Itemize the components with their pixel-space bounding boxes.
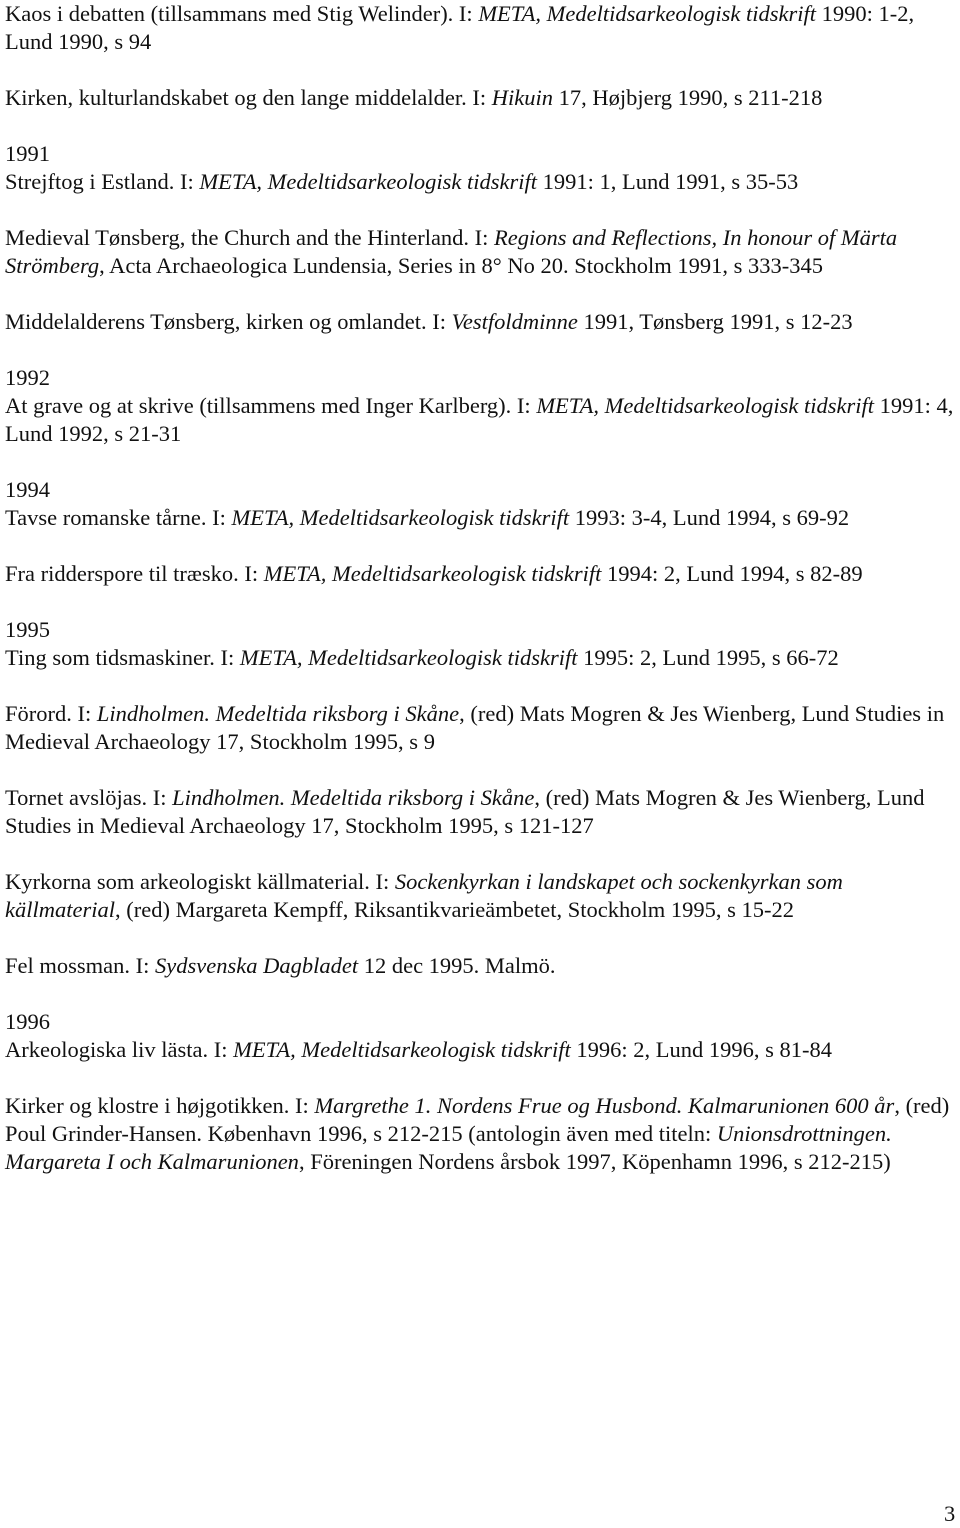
citation-segment: Tornet avslöjas. I: <box>5 785 173 810</box>
bibliography-entry <box>5 1092 957 1176</box>
citation-text <box>5 1036 957 1064</box>
citation-source-title: META, Medeltidsarkeologisk tidskrift <box>199 169 538 194</box>
year-heading: 1991 <box>5 141 50 166</box>
bibliography-entry <box>5 476 957 532</box>
citation-source-title: Regions and Reflections, In honour of Märta Strömberg <box>5 225 898 278</box>
citation-source-title: META, Medeltidsarkeologisk tidskrift <box>233 1037 571 1062</box>
citation-segment: 1990: 1-2, Lund 1990, s 94 <box>5 1 915 54</box>
citation-segment: 1996: 2, Lund 1996, s 81-84 <box>570 1037 832 1062</box>
bibliography-entry <box>5 560 957 588</box>
citation-source-title: Hikuin <box>491 85 553 110</box>
citation-segment: Förord. I: <box>5 701 97 726</box>
citation-source-title: META, Medeltidsarkeologisk tidskrift <box>263 561 602 586</box>
citation-text <box>5 224 957 280</box>
year-heading: 1994 <box>5 477 50 502</box>
bibliography-entry <box>5 0 957 56</box>
citation-source-title: META, Medeltidsarkeologisk tidskrift <box>536 393 874 418</box>
citation-source-title: Margrethe 1. Nordens Frue og Husbond. Kalmarunionen 600 år <box>314 1093 895 1118</box>
citation-source-title: Lindholmen. Medeltida riksborg i Skåne <box>172 785 535 810</box>
citation-segment: Arkeologiska liv lästa. I: <box>5 1037 234 1062</box>
citation-segment: 17, Højbjerg 1990, s 211-218 <box>553 85 823 110</box>
citation-segment: 1995: 2, Lund 1995, s 66-72 <box>577 645 839 670</box>
citation-source-title: Sockenkyrkan i landskapet och sockenkyrkan som källmaterial <box>5 869 843 922</box>
citation-text <box>5 868 957 924</box>
citation-text <box>5 560 957 588</box>
citation-source-title: Vestfoldminne <box>451 309 578 334</box>
citation-text <box>5 644 957 672</box>
citation-text <box>5 1092 957 1176</box>
citation-segment: Strejftog i Estland. I: <box>5 169 200 194</box>
citation-segment: Kirken, kulturlandskabet og den lange middelalder. I: <box>5 85 492 110</box>
bibliography-entry <box>5 308 957 336</box>
citation-text <box>5 784 957 840</box>
citation-text <box>5 952 957 980</box>
citation-segment: Ting som tidsmaskiner. I: <box>5 645 240 670</box>
bibliography-entry <box>5 364 957 448</box>
citation-segment: , (red) Mats Mogren & Jes Wienberg, Lund Studies in Medieval Archaeology 17, Stockholm 1995, s 121-127 <box>5 785 925 838</box>
bibliography-entry <box>5 224 957 280</box>
citation-segment: , (red) Margareta Kempff, Riksantikvarieämbetet, Stockholm 1995, s 15-22 <box>114 897 794 922</box>
citation-segment: At grave og at skrive (tillsammens med Inger Karlberg). I: <box>5 393 537 418</box>
citation-segment: Medieval Tønsberg, the Church and the Hinterland. I: <box>5 225 495 250</box>
citation-segment: , (red) Poul Grinder-Hansen. København 1996, s 212-215 (antologin även med titeln: <box>5 1093 950 1146</box>
page-number: 3 <box>944 1501 956 1526</box>
citation-segment: Kyrkorna som arkeologiskt källmaterial. I: <box>5 869 395 894</box>
citation-source-title: Unionsdrottningen. Margareta I och Kalmarunionen <box>5 1121 892 1174</box>
citation-segment: , Föreningen Nordens årsbok 1997, Köpenhamn 1996, s 212-215) <box>298 1149 891 1174</box>
citation-segment: 1993: 3-4, Lund 1994, s 69-92 <box>569 505 850 530</box>
citation-text <box>5 308 957 336</box>
bibliography-entry <box>5 952 957 980</box>
citation-source-title: Sydsvenska Dagbladet <box>155 953 359 978</box>
bibliography-entry <box>5 700 957 756</box>
citation-segment: Middelalderens Tønsberg, kirken og omlandet. I: <box>5 309 452 334</box>
citation-segment: Kirker og klostre i højgotikken. I: <box>5 1093 315 1118</box>
year-heading: 1992 <box>5 365 50 390</box>
citation-segment: Kaos i debatten (tillsammans med Stig Welinder). I: <box>5 1 479 26</box>
bibliography-entry <box>5 868 957 924</box>
bibliography-entry <box>5 140 957 196</box>
bibliography-list <box>5 0 957 1176</box>
citation-text <box>5 168 957 196</box>
citation-segment: Fra ridderspore til træsko. I: <box>5 561 264 586</box>
bibliography-entry <box>5 616 957 672</box>
citation-segment: Fel mossman. I: <box>5 953 155 978</box>
citation-segment: 12 dec 1995. Malmö. <box>358 953 556 978</box>
citation-text <box>5 84 957 112</box>
year-heading: 1995 <box>5 617 50 642</box>
citation-source-title: META, Medeltidsarkeologisk tidskrift <box>239 645 578 670</box>
citation-segment: Tavse romanske tårne. I: <box>5 505 232 530</box>
citation-segment: 1994: 2, Lund 1994, s 82-89 <box>601 561 863 586</box>
citation-text <box>5 700 957 756</box>
citation-text <box>5 392 957 448</box>
year-heading: 1996 <box>5 1009 50 1034</box>
citation-text <box>5 0 957 56</box>
bibliography-entry <box>5 1008 957 1064</box>
citation-segment: 1991: 1, Lund 1991, s 35-53 <box>537 169 799 194</box>
bibliography-entry <box>5 84 957 112</box>
citation-text <box>5 504 957 532</box>
bibliography-entry <box>5 784 957 840</box>
citation-segment: 1991: 4, Lund 1992, s 21-31 <box>5 393 954 446</box>
citation-segment: 1991, Tønsberg 1991, s 12-23 <box>577 309 853 334</box>
citation-segment: , (red) Mats Mogren & Jes Wienberg, Lund Studies in Medieval Archaeology 17, Stockholm 1995, s 9 <box>5 701 945 754</box>
citation-source-title: META, Medeltidsarkeologisk tidskrift <box>231 505 570 530</box>
bibliography-page <box>5 0 957 1176</box>
citation-source-title: META, Medeltidsarkeologisk tidskrift <box>478 1 816 26</box>
citation-segment: , Acta Archaeologica Lundensia, Series in 8° No 20. Stockholm 1991, s 333-345 <box>99 253 824 278</box>
citation-source-title: Lindholmen. Medeltida riksborg i Skåne <box>96 701 460 726</box>
